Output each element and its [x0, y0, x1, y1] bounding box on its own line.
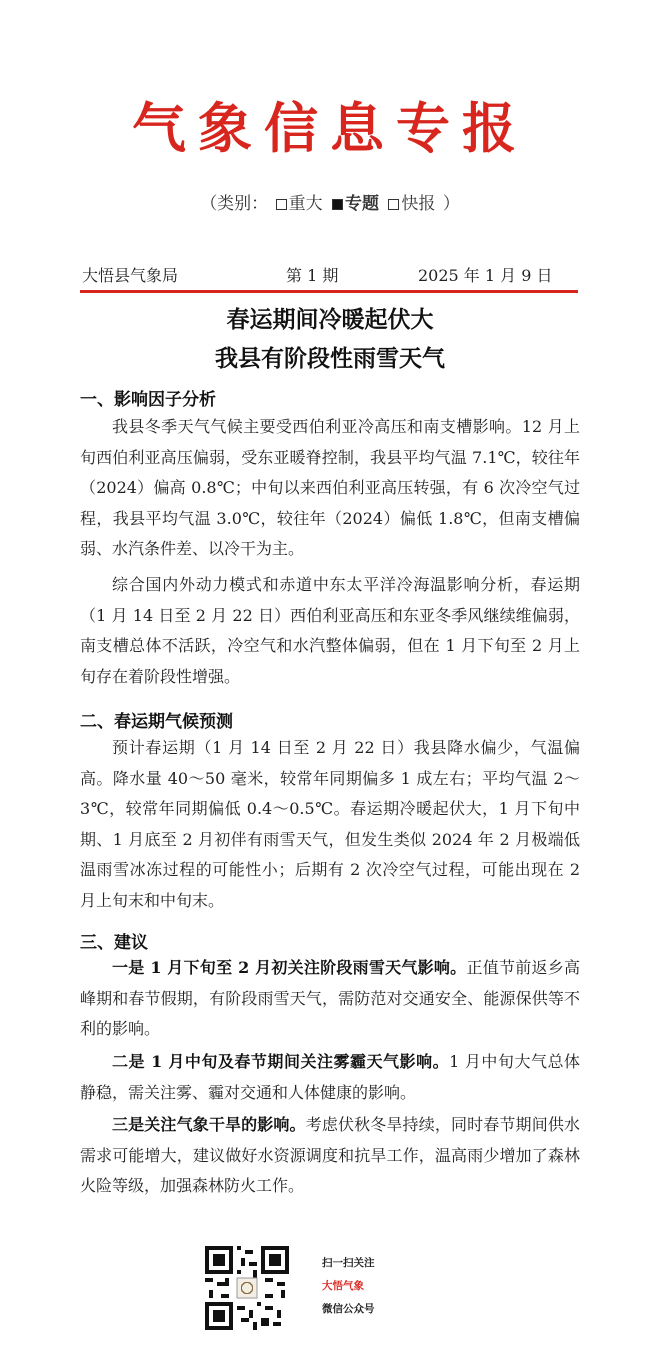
footer — [0, 1238, 660, 1338]
paragraph-forecast: 预计春运期（1 月 14 日至 2 月 22 日）我县降水偏少，气温偏高。降水量 40～50 毫米，较常年同期偏多 1 成左右；平均气温 2～3℃，较常年同期偏低 0.4～0.5℃。春运期冷暖起伏大，1 月下旬中期、1 月底至 2 月初伴有雨雪天气，但发生类似 2024 年 2 月极端低温雨雪冰冻过程的可能性小；后期有 2 次冷空气过程，可能出现在 2 月上旬末和中旬末。 — [80, 738, 580, 910]
advice-text: 考虑伏秋冬旱持续，同时春节期间供水需求可能增大，建议做好水资源调度和抗旱工作，温高雨少增加了森林火险等级，加强森林防火工作。 — [80, 1115, 580, 1195]
agency-name: 大悟县气象局 — [82, 266, 179, 285]
category-line — [0, 189, 660, 214]
qr-code-icon[interactable] — [205, 1246, 289, 1330]
headline-line-1: 春运期间冷暖起伏大 — [226, 306, 434, 333]
advice-lead: 一是 1 月下旬至 2 月初关注阶段雨雪天气影响。 — [112, 958, 467, 977]
header-divider — [80, 290, 578, 293]
section-heading-forecast: 二、春运期气候预测 — [80, 712, 233, 732]
account-name: 大悟气象 — [322, 1280, 364, 1292]
category-prefix: （类别： — [200, 194, 269, 214]
paragraph-factors-2: 综合国内外动力模式和赤道中东太平洋冷海温影响分析，春运期（1 月 14 日至 2 月 22 日）西伯利亚高压和东亚冬季风继续维偏弱，南支槽总体不活跃，冷空气和水汽整体偏弱，但在 1 月下旬至 2 月上旬存在着阶段性增强。 — [80, 575, 580, 686]
section-heading-advice: 三、建议 — [80, 933, 148, 953]
advice-lead: 二是 1 月中旬及春节期间关注雾霾天气影响。 — [112, 1052, 450, 1071]
category-option-express: 快报 — [388, 194, 435, 214]
issue-info — [82, 263, 582, 287]
category-option-special: 专题 — [332, 194, 379, 214]
issue-number: 第 1 期 — [286, 266, 339, 285]
checkbox-empty-icon — [276, 199, 287, 210]
checkbox-empty-icon — [388, 199, 399, 210]
account-type: 微信公众号 — [322, 1303, 375, 1315]
advice-item-2 — [80, 1047, 580, 1108]
category-suffix: ） — [442, 194, 460, 214]
issue-date: 2025 年 1 月 9 日 — [418, 266, 553, 285]
headline-line-2: 我县有阶段性雨雪天气 — [215, 345, 445, 372]
advice-text: 1 月中旬大气总体静稳，需关注雾、霾对交通和人体健康的影响。 — [80, 1052, 580, 1102]
report-title: 气象信息专报 — [132, 97, 528, 160]
category-option-major: 重大 — [276, 194, 323, 214]
advice-item-3 — [80, 1110, 580, 1202]
advice-lead: 三是关注气象干旱的影响。 — [112, 1115, 306, 1134]
advice-item-1 — [80, 953, 580, 1045]
scan-prompt: 扫一扫关注 — [322, 1257, 375, 1269]
section-heading-factors: 一、影响因子分析 — [80, 390, 216, 410]
advice-text: 正值节前返乡高峰期和春节假期，有阶段雨雪天气，需防范对交通安全、能源保供等不利的影响。 — [80, 958, 580, 1038]
paragraph-factors-1: 我县冬季天气气候主要受西伯利亚冷高压和南支槽影响。12 月上旬西伯利亚高压偏弱，受东亚暖脊控制，我县平均气温 7.1℃，较往年（2024）偏高 0.8℃；中旬以来西伯利亚高压转强，有 6 次冷空气过程，我县平均气温 3.0℃，较往年（2024）偏低 1.8℃，但南支槽偏弱、水汽条件差、以冷干为主。 — [80, 417, 580, 558]
checkbox-filled-icon — [332, 199, 343, 210]
